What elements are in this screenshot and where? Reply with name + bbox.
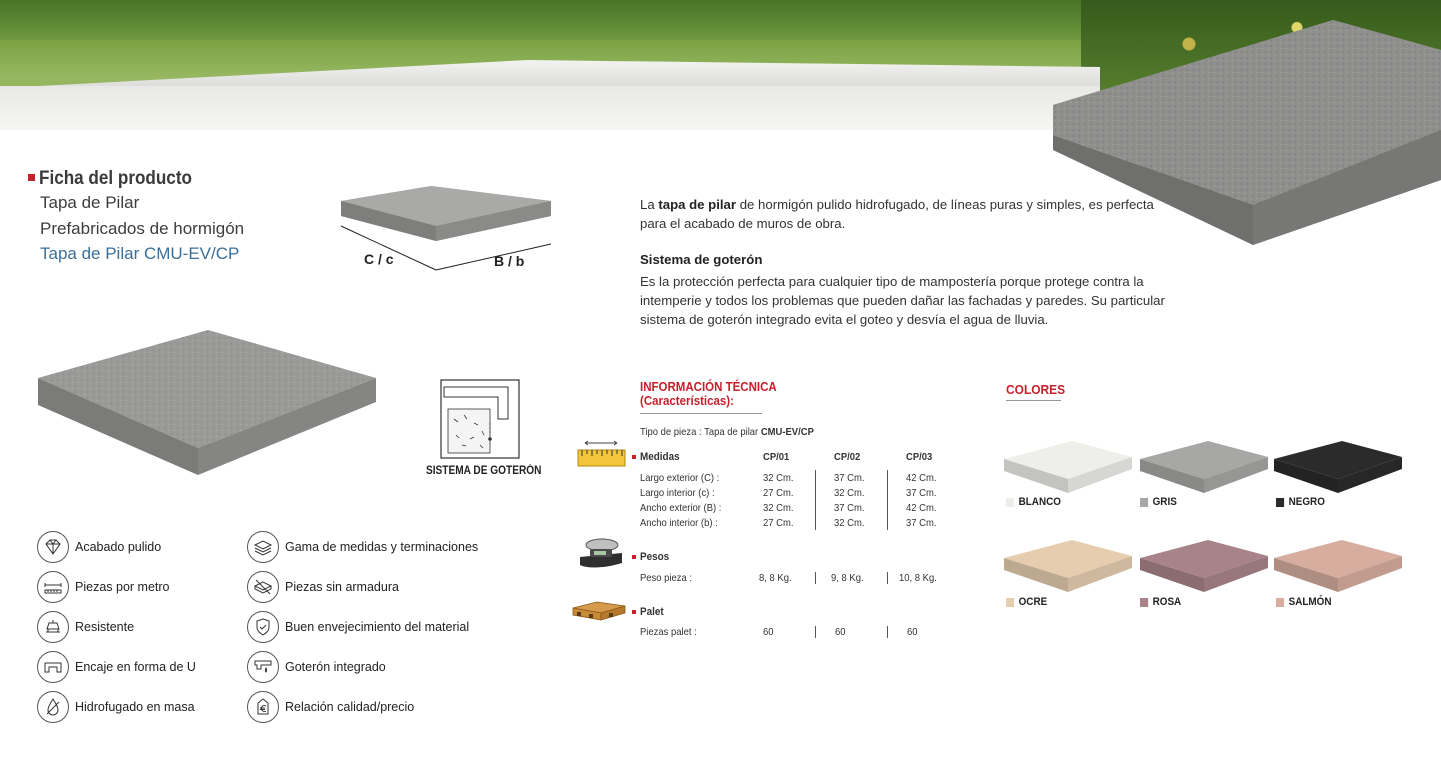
color-label-negro bbox=[1276, 496, 1325, 508]
water-drop-icon bbox=[37, 691, 69, 723]
pesos-title: Pesos bbox=[640, 551, 670, 563]
goteron-label: SISTEMA DE GOTERÓN bbox=[426, 465, 542, 477]
feature-label: Resistente bbox=[75, 620, 135, 634]
color-name: NEGRO bbox=[1288, 496, 1325, 508]
color-label-ocre bbox=[1006, 596, 1047, 608]
palet-bullet bbox=[632, 610, 636, 614]
palet-cell: 60 bbox=[835, 626, 846, 638]
product-name: Tapa de Pilar bbox=[40, 193, 140, 212]
medida-cell: 37 Cm. bbox=[834, 472, 865, 484]
color-chip bbox=[1140, 498, 1148, 507]
medida-row-label: Largo exterior (C) : bbox=[640, 472, 720, 484]
color-swatch-blanco bbox=[1004, 441, 1132, 499]
color-swatch-salmón bbox=[1274, 540, 1402, 598]
feature-piezas-por-metro bbox=[37, 571, 169, 603]
color-swatch-rosa bbox=[1140, 540, 1268, 598]
feature-label: Piezas por metro bbox=[75, 580, 170, 594]
drip-icon bbox=[247, 651, 279, 683]
medida-cell: 37 Cm. bbox=[906, 487, 937, 499]
colors-title: COLORES bbox=[1006, 382, 1066, 397]
feature-label: Encaje en forma de U bbox=[75, 660, 196, 674]
col-header-cp01: CP/01 bbox=[763, 451, 790, 463]
u-shape-icon bbox=[37, 651, 69, 683]
feature-label: Hidrofugado en masa bbox=[75, 700, 195, 714]
feature-encaje-u bbox=[37, 651, 196, 683]
feature-calidad-precio bbox=[247, 691, 414, 723]
goteron-heading: Sistema de goterón bbox=[640, 252, 763, 267]
dimension-b-label: B / b bbox=[494, 253, 525, 269]
dimension-c-label: C / c bbox=[364, 251, 394, 267]
feature-resistente bbox=[37, 611, 134, 643]
shield-check-icon bbox=[247, 611, 279, 643]
feature-goteron-integrado bbox=[247, 651, 386, 683]
feature-gama-medidas bbox=[247, 531, 478, 563]
weight-icon bbox=[37, 611, 69, 643]
product-category: Prefabricados de hormigón bbox=[40, 219, 245, 238]
feature-label: Acabado pulido bbox=[75, 540, 162, 554]
title-bullet bbox=[28, 174, 35, 181]
medidas-bullet bbox=[632, 455, 636, 459]
no-rebar-icon bbox=[247, 571, 279, 603]
col-header-cp02: CP/02 bbox=[834, 451, 861, 463]
euro-icon bbox=[247, 691, 279, 723]
color-label-gris bbox=[1140, 496, 1177, 508]
column-divider bbox=[815, 470, 816, 530]
color-name: ROSA bbox=[1152, 596, 1182, 608]
goteron-diagram bbox=[440, 379, 520, 459]
color-label-blanco bbox=[1006, 496, 1061, 508]
tech-title-underline bbox=[640, 413, 762, 414]
product-description: La tapa de pilar de hormigón pulido hidrofugado, de líneas puras y simples, es perfecta para el acabado de muros de obra. bbox=[640, 197, 1154, 231]
column-divider bbox=[887, 572, 888, 584]
feature-label: Piezas sin armadura bbox=[285, 580, 399, 594]
scale-icon bbox=[576, 535, 626, 571]
column-divider bbox=[815, 572, 816, 584]
color-chip bbox=[1006, 498, 1014, 507]
goteron-description: Es la protección perfecta para cualquier tipo de mampostería porque protege contra la intemperie y todos los problemas que pueden dañar las fachadas y paredes. Su particular sistema de goterón integrado evita el goteo y desvía el agua de lluvia. bbox=[640, 274, 1165, 327]
peso-label: Peso pieza : bbox=[640, 572, 693, 584]
medida-row-label: Ancho interior (b) : bbox=[640, 517, 718, 529]
color-swatch-negro bbox=[1274, 441, 1402, 499]
tipo-pieza: Tipo de pieza : Tapa de pilar CMU-EV/CP bbox=[640, 426, 814, 438]
medida-cell: 32 Cm. bbox=[763, 502, 794, 514]
pesos-bullet bbox=[632, 555, 636, 559]
medida-cell: 37 Cm. bbox=[834, 502, 865, 514]
medida-cell: 42 Cm. bbox=[906, 472, 937, 484]
palet-title: Palet bbox=[640, 606, 664, 618]
color-swatch-gris bbox=[1140, 441, 1268, 499]
color-name: GRIS bbox=[1152, 496, 1177, 508]
tech-info-title: INFORMACIÓN TÉCNICA (Características): bbox=[640, 380, 777, 408]
column-divider bbox=[887, 470, 888, 530]
color-name: SALMÓN bbox=[1288, 596, 1332, 608]
col-header-cp03: CP/03 bbox=[906, 451, 933, 463]
color-chip bbox=[1276, 498, 1284, 507]
feature-label: Buen envejecimiento del material bbox=[285, 620, 470, 634]
medida-cell: 27 Cm. bbox=[763, 487, 794, 499]
feature-envejecimiento bbox=[247, 611, 469, 643]
section-title: Ficha del producto bbox=[39, 168, 192, 189]
column-divider bbox=[887, 626, 888, 638]
pallet-icon bbox=[571, 600, 627, 622]
feature-hidrofugado bbox=[37, 691, 195, 723]
color-label-salmón bbox=[1276, 596, 1332, 608]
measure-ruler-icon bbox=[577, 440, 627, 468]
medida-cell: 32 Cm. bbox=[834, 517, 865, 529]
color-chip bbox=[1276, 598, 1284, 607]
peso-cell: 9, 8 Kg. bbox=[831, 572, 864, 584]
peso-cell: 10, 8 Kg. bbox=[899, 572, 937, 584]
colors-title-underline bbox=[1006, 400, 1061, 401]
medidas-title: Medidas bbox=[640, 451, 680, 463]
product-slab-photo bbox=[38, 330, 378, 480]
medida-cell: 37 Cm. bbox=[906, 517, 937, 529]
medida-cell: 42 Cm. bbox=[906, 502, 937, 514]
feature-label: Relación calidad/precio bbox=[285, 700, 415, 714]
color-name: OCRE bbox=[1018, 596, 1048, 608]
medida-cell: 27 Cm. bbox=[763, 517, 794, 529]
column-divider bbox=[815, 626, 816, 638]
color-chip bbox=[1006, 598, 1014, 607]
color-swatch-ocre bbox=[1004, 540, 1132, 598]
feature-label: Gama de medidas y terminaciones bbox=[285, 540, 479, 554]
medida-row-label: Ancho exterior (B) : bbox=[640, 502, 722, 514]
banner-wall-base bbox=[0, 86, 1100, 130]
palet-cell: 60 bbox=[763, 626, 774, 638]
palet-cell: 60 bbox=[907, 626, 918, 638]
color-name: BLANCO bbox=[1018, 496, 1061, 508]
peso-cell: 8, 8 Kg. bbox=[759, 572, 792, 584]
layers-icon bbox=[247, 531, 279, 563]
feature-sin-armadura bbox=[247, 571, 399, 603]
color-label-rosa bbox=[1140, 596, 1181, 608]
medida-row-label: Largo interior (c) : bbox=[640, 487, 715, 499]
palet-label: Piezas palet : bbox=[640, 626, 697, 638]
medida-cell: 32 Cm. bbox=[834, 487, 865, 499]
medida-cell: 32 Cm. bbox=[763, 472, 794, 484]
color-chip bbox=[1140, 598, 1148, 607]
feature-acabado-pulido bbox=[37, 531, 161, 563]
product-model: Tapa de Pilar CMU-EV/CP bbox=[40, 244, 240, 263]
feature-label: Goterón integrado bbox=[285, 660, 386, 674]
ruler-icon bbox=[37, 571, 69, 603]
diamond-icon bbox=[37, 531, 69, 563]
